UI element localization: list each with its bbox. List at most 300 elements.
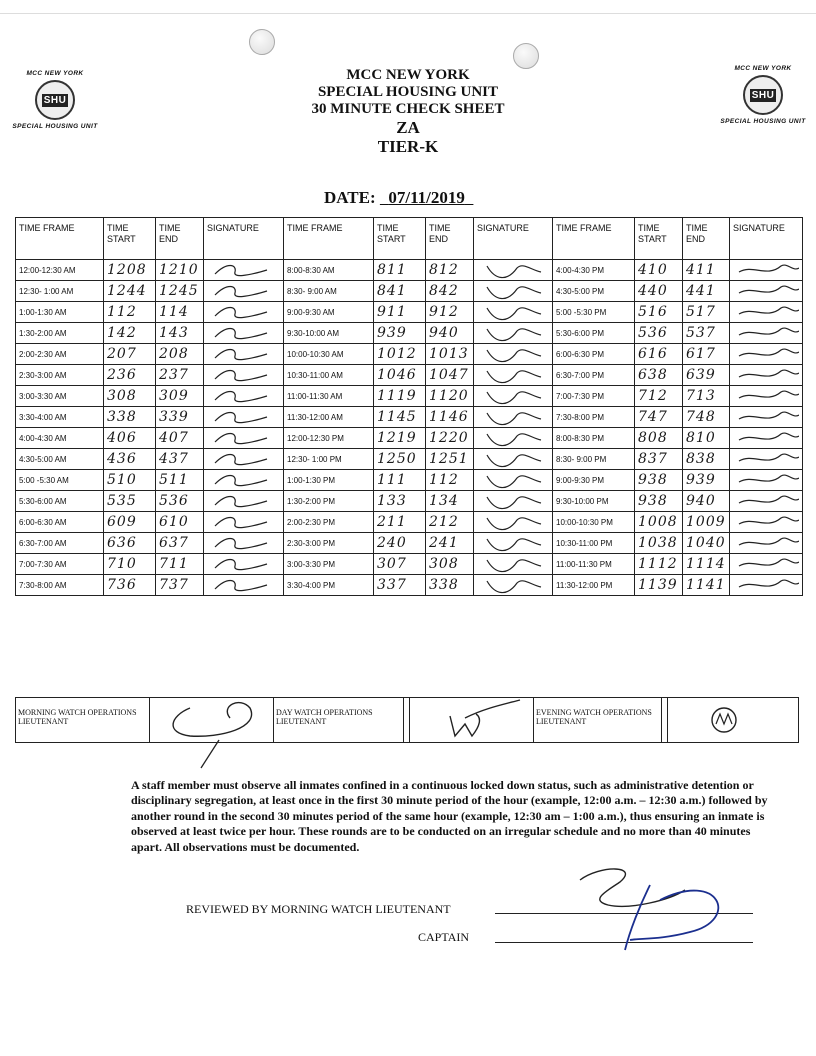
initials-signature-icon: [477, 344, 543, 364]
time-end-cell: 114: [156, 302, 204, 323]
initials-signature-icon: [207, 260, 273, 280]
time-frame-cell: 4:00-4:30 PM: [553, 260, 635, 281]
initials-signature-icon: [477, 407, 543, 427]
time-start-cell: 609: [104, 512, 156, 533]
time-frame-cell: 7:30-8:00 PM: [553, 407, 635, 428]
signature-cell: [730, 260, 803, 281]
initials-signature-icon: [207, 470, 273, 490]
time-frame-cell: 2:30-3:00 PM: [284, 533, 374, 554]
signature-cell: [474, 323, 553, 344]
table-row: [16, 323, 803, 344]
signature-cell: [730, 533, 803, 554]
time-end-cell: 939: [683, 470, 730, 491]
time-end-cell: 208: [156, 344, 204, 365]
time-end-cell: 711: [156, 554, 204, 575]
time-frame-cell: 10:00-10:30 AM: [284, 344, 374, 365]
signature-cell: [204, 470, 284, 491]
date-value: [380, 188, 474, 207]
table-row: [16, 575, 803, 596]
initials-signature-icon: [733, 533, 799, 553]
initials-signature-icon: [733, 260, 799, 280]
time-start-cell: 410: [635, 260, 683, 281]
signature-cell: [204, 344, 284, 365]
hole-punch-left: [249, 29, 275, 55]
initials-signature-icon: [477, 365, 543, 385]
header-line-3: 30 MINUTE CHECK SHEET: [311, 101, 505, 117]
time-end-cell: 1146: [426, 407, 474, 428]
seal-text: SHU: [751, 89, 775, 101]
time-end-cell: 511: [156, 470, 204, 491]
time-start-cell: 1208: [104, 260, 156, 281]
table-row: [16, 470, 803, 491]
table-row: [16, 302, 803, 323]
table-row: [16, 449, 803, 470]
time-frame-cell: 1:00-1:30 PM: [284, 470, 374, 491]
handwritten-signature-icon: [410, 698, 534, 742]
time-start-cell: 133: [374, 491, 426, 512]
captain-label: CAPTAIN: [418, 930, 470, 944]
column-header: TIME START: [635, 218, 683, 260]
time-end-cell: 1120: [426, 386, 474, 407]
time-start-cell: 1046: [374, 365, 426, 386]
time-frame-cell: 4:30-5:00 AM: [16, 449, 104, 470]
evening-watch-label: EVENING WATCH OPERATIONS LIEUTENANT: [534, 698, 662, 742]
column-header: TIME END: [156, 218, 204, 260]
time-end-cell: 134: [426, 491, 474, 512]
column-header: SIGNATURE: [204, 218, 284, 260]
time-end-cell: 838: [683, 449, 730, 470]
time-end-cell: 339: [156, 407, 204, 428]
initials-signature-icon: [477, 470, 543, 490]
shu-seal-icon: [35, 80, 75, 120]
initials-signature-icon: [207, 386, 273, 406]
initials-signature-icon: [733, 512, 799, 532]
time-frame-cell: 7:00-7:30 PM: [553, 386, 635, 407]
initials-signature-icon: [207, 323, 273, 343]
signature-cell: [730, 323, 803, 344]
time-start-cell: 712: [635, 386, 683, 407]
logo-top-text: MCC NEW YORK: [26, 70, 84, 77]
table-header-row: [16, 218, 803, 260]
time-end-cell: 1210: [156, 260, 204, 281]
time-frame-cell: 8:00-8:30 AM: [284, 260, 374, 281]
time-frame-cell: 9:30-10:00 PM: [553, 491, 635, 512]
table-row: [16, 512, 803, 533]
initials-signature-icon: [733, 428, 799, 448]
document-header: [258, 67, 558, 156]
time-start-cell: 1038: [635, 533, 683, 554]
time-start-cell: 938: [635, 491, 683, 512]
initials-signature-icon: [207, 407, 273, 427]
signature-cell: [204, 260, 284, 281]
initials-signature-icon: [733, 365, 799, 385]
initials-signature-icon: [207, 491, 273, 511]
signature-cell: [474, 260, 553, 281]
time-frame-cell: 3:00-3:30 PM: [284, 554, 374, 575]
signature-cell: [204, 302, 284, 323]
time-start-cell: 811: [374, 260, 426, 281]
time-end-cell: 309: [156, 386, 204, 407]
signature-cell: [730, 512, 803, 533]
time-end-cell: 912: [426, 302, 474, 323]
time-start-cell: 808: [635, 428, 683, 449]
column-header: TIME END: [683, 218, 730, 260]
time-end-cell: 1251: [426, 449, 474, 470]
signature-cell: [204, 281, 284, 302]
time-frame-cell: 5:30-6:00 PM: [553, 323, 635, 344]
table-row: [16, 386, 803, 407]
signature-cell: [474, 428, 553, 449]
time-frame-cell: 11:30-12:00 PM: [553, 575, 635, 596]
time-frame-cell: 11:00-11:30 AM: [284, 386, 374, 407]
time-frame-cell: 6:00-6:30 AM: [16, 512, 104, 533]
time-end-cell: 537: [683, 323, 730, 344]
day-watch-signature: [410, 698, 534, 742]
signature-cell: [474, 344, 553, 365]
time-start-cell: 337: [374, 575, 426, 596]
column-header: TIME FRAME: [16, 218, 104, 260]
time-start-cell: 1008: [635, 512, 683, 533]
time-frame-cell: 1:30-2:00 PM: [284, 491, 374, 512]
column-header: SIGNATURE: [730, 218, 803, 260]
column-header: TIME END: [426, 218, 474, 260]
signature-cell: [730, 281, 803, 302]
logo-right: [718, 65, 808, 125]
time-frame-cell: 10:30-11:00 PM: [553, 533, 635, 554]
time-start-cell: 1139: [635, 575, 683, 596]
table-row: [16, 260, 803, 281]
signature-cell: [730, 449, 803, 470]
shu-seal-icon: [743, 75, 783, 115]
time-frame-cell: 5:30-6:00 AM: [16, 491, 104, 512]
signature-cell: [204, 449, 284, 470]
day-watch-label: DAY WATCH OPERATIONS LIEUTENANT: [274, 698, 404, 742]
signature-cell: [204, 428, 284, 449]
time-start-cell: 240: [374, 533, 426, 554]
initials-signature-icon: [207, 344, 273, 364]
time-end-cell: 1114: [683, 554, 730, 575]
time-end-cell: 1009: [683, 512, 730, 533]
table-row: [16, 554, 803, 575]
time-frame-cell: 2:00-2:30 PM: [284, 512, 374, 533]
column-header: TIME FRAME: [284, 218, 374, 260]
time-start-cell: 1012: [374, 344, 426, 365]
signature-cell: [204, 491, 284, 512]
time-start-cell: 710: [104, 554, 156, 575]
time-frame-cell: 5:00 -5:30 PM: [553, 302, 635, 323]
initials-signature-icon: [733, 575, 799, 595]
time-end-cell: 338: [426, 575, 474, 596]
signature-cell: [204, 533, 284, 554]
logo-bottom-text: SPECIAL HOUSING UNIT: [12, 123, 98, 130]
reviewed-by-label: REVIEWED BY MORNING WATCH LIEUTENANT: [186, 902, 451, 916]
handwritten-signature-icon: [150, 698, 274, 742]
signature-cell: [730, 470, 803, 491]
watch-signature-block: [15, 697, 799, 743]
hole-punch-right: [513, 43, 539, 69]
time-frame-cell: 9:00-9:30 PM: [553, 470, 635, 491]
initials-signature-icon: [733, 386, 799, 406]
initials-signature-icon: [477, 323, 543, 343]
time-end-cell: 639: [683, 365, 730, 386]
morning-watch-signature: [150, 698, 274, 742]
time-end-cell: 407: [156, 428, 204, 449]
column-header: TIME START: [374, 218, 426, 260]
header-line-5: TIER-K: [377, 137, 439, 156]
time-end-cell: 517: [683, 302, 730, 323]
initials-signature-icon: [207, 302, 273, 322]
captain-signature: [560, 860, 740, 960]
initials-signature-icon: [733, 302, 799, 322]
time-frame-cell: 12:00-12:30 AM: [16, 260, 104, 281]
time-frame-cell: 7:30-8:00 AM: [16, 575, 104, 596]
signature-cell: [204, 512, 284, 533]
initials-signature-icon: [477, 449, 543, 469]
signature-cell: [730, 302, 803, 323]
signature-cell: [204, 407, 284, 428]
initials-signature-icon: [207, 575, 273, 595]
initials-signature-icon: [477, 491, 543, 511]
initials-signature-icon: [207, 281, 273, 301]
signature-cell: [730, 491, 803, 512]
time-end-cell: 812: [426, 260, 474, 281]
initials-signature-icon: [477, 281, 543, 301]
initials-signature-icon: [733, 281, 799, 301]
policy-paragraph: A staff member must observe all inmates confined in a continuous locked down status, such as administrative detention or disciplinary segregation, at least once in the first 30 minute period of the hour (example, 12:00 a.m. – 12:30 a.m.) followed by another round in the second 30 minutes period of the same hour (example, 12:30 am – 1:00 a.m.), thus ensuring an inmate is observed at least twice per hour. These rounds are to be conducted on an irregular schedule and no more than 40 minutes apart. All observations must be documented.: [131, 778, 768, 854]
signature-cell: [204, 365, 284, 386]
time-start-cell: 142: [104, 323, 156, 344]
signature-cell: [474, 575, 553, 596]
signature-cell: [474, 512, 553, 533]
time-frame-cell: 6:30-7:00 AM: [16, 533, 104, 554]
time-start-cell: 837: [635, 449, 683, 470]
logo-bottom-text: SPECIAL HOUSING UNIT: [720, 118, 806, 125]
time-frame-cell: 2:00-2:30 AM: [16, 344, 104, 365]
time-start-cell: 112: [104, 302, 156, 323]
time-start-cell: 1219: [374, 428, 426, 449]
date-line: [324, 188, 473, 208]
time-frame-cell: 5:00 -5:30 AM: [16, 470, 104, 491]
time-start-cell: 338: [104, 407, 156, 428]
initials-signature-icon: [477, 575, 543, 595]
time-frame-cell: 8:00-8:30 PM: [553, 428, 635, 449]
signature-cell: [204, 323, 284, 344]
initials-signature-icon: [477, 386, 543, 406]
signature-cell: [474, 491, 553, 512]
time-frame-cell: 2:30-3:00 AM: [16, 365, 104, 386]
time-start-cell: 1250: [374, 449, 426, 470]
signature-cell: [204, 386, 284, 407]
table-row: [16, 365, 803, 386]
signature-cell: [730, 365, 803, 386]
time-start-cell: 938: [635, 470, 683, 491]
time-end-cell: 1013: [426, 344, 474, 365]
initials-signature-icon: [207, 533, 273, 553]
time-frame-cell: 9:30-10:00 AM: [284, 323, 374, 344]
time-start-cell: 440: [635, 281, 683, 302]
time-frame-cell: 7:00-7:30 AM: [16, 554, 104, 575]
time-start-cell: 636: [104, 533, 156, 554]
time-frame-cell: 4:30-5:00 PM: [553, 281, 635, 302]
time-end-cell: 1220: [426, 428, 474, 449]
table-row: [16, 428, 803, 449]
signature-cell: [474, 449, 553, 470]
time-end-cell: 536: [156, 491, 204, 512]
date-label: DATE:: [324, 188, 376, 207]
time-frame-cell: 6:30-7:00 PM: [553, 365, 635, 386]
time-end-cell: 112: [426, 470, 474, 491]
initials-signature-icon: [733, 554, 799, 574]
time-start-cell: 236: [104, 365, 156, 386]
initials-signature-icon: [207, 428, 273, 448]
time-frame-cell: 8:30- 9:00 PM: [553, 449, 635, 470]
signature-cell: [730, 554, 803, 575]
time-end-cell: 1040: [683, 533, 730, 554]
initials-signature-icon: [733, 470, 799, 490]
signature-cell: [474, 302, 553, 323]
column-header: TIME FRAME: [553, 218, 635, 260]
table-row: [16, 344, 803, 365]
time-frame-cell: 8:30- 9:00 AM: [284, 281, 374, 302]
time-frame-cell: 10:00-10:30 PM: [553, 512, 635, 533]
header-line-4: ZA: [396, 118, 420, 137]
initials-signature-icon: [207, 554, 273, 574]
time-start-cell: 1244: [104, 281, 156, 302]
time-end-cell: 411: [683, 260, 730, 281]
time-frame-cell: 12:30- 1:00 PM: [284, 449, 374, 470]
date-text: 07/11/2019: [388, 188, 465, 207]
time-start-cell: 616: [635, 344, 683, 365]
time-end-cell: 237: [156, 365, 204, 386]
header-line-2: SPECIAL HOUSING UNIT: [317, 84, 499, 100]
table-row: [16, 491, 803, 512]
time-end-cell: 842: [426, 281, 474, 302]
time-frame-cell: 12:30- 1:00 AM: [16, 281, 104, 302]
top-edge-line: [0, 13, 816, 14]
morning-watch-label: MORNING WATCH OPERATIONS LIEUTENANT: [16, 698, 150, 742]
evening-watch-signature: [668, 698, 798, 742]
time-end-cell: 940: [683, 491, 730, 512]
time-start-cell: 747: [635, 407, 683, 428]
time-frame-cell: 11:00-11:30 PM: [553, 554, 635, 575]
logo-left: [10, 70, 100, 130]
initials-signature-icon: [207, 512, 273, 532]
time-start-cell: 535: [104, 491, 156, 512]
initials-signature-icon: [477, 428, 543, 448]
time-end-cell: 617: [683, 344, 730, 365]
handwritten-signature-icon: [668, 698, 798, 742]
time-start-cell: 939: [374, 323, 426, 344]
time-frame-cell: 3:30-4:00 AM: [16, 407, 104, 428]
time-start-cell: 516: [635, 302, 683, 323]
time-start-cell: 1112: [635, 554, 683, 575]
initials-signature-icon: [477, 554, 543, 574]
time-frame-cell: 3:30-4:00 PM: [284, 575, 374, 596]
column-header: SIGNATURE: [474, 218, 553, 260]
time-start-cell: 307: [374, 554, 426, 575]
time-end-cell: 810: [683, 428, 730, 449]
time-end-cell: 437: [156, 449, 204, 470]
signature-cell: [730, 407, 803, 428]
time-start-cell: 436: [104, 449, 156, 470]
time-start-cell: 736: [104, 575, 156, 596]
time-frame-cell: 12:00-12:30 PM: [284, 428, 374, 449]
time-end-cell: 610: [156, 512, 204, 533]
time-end-cell: 308: [426, 554, 474, 575]
signature-cell: [204, 554, 284, 575]
table-row: [16, 281, 803, 302]
initials-signature-icon: [477, 512, 543, 532]
initials-signature-icon: [733, 449, 799, 469]
time-start-cell: 1145: [374, 407, 426, 428]
time-start-cell: 510: [104, 470, 156, 491]
time-frame-cell: 3:00-3:30 AM: [16, 386, 104, 407]
initials-signature-icon: [477, 533, 543, 553]
time-frame-cell: 1:00-1:30 AM: [16, 302, 104, 323]
time-start-cell: 911: [374, 302, 426, 323]
time-frame-cell: 11:30-12:00 AM: [284, 407, 374, 428]
time-end-cell: 441: [683, 281, 730, 302]
time-frame-cell: 4:00-4:30 AM: [16, 428, 104, 449]
signature-cell: [730, 386, 803, 407]
initials-signature-icon: [733, 344, 799, 364]
initials-signature-icon: [733, 491, 799, 511]
table-row: [16, 533, 803, 554]
time-start-cell: 211: [374, 512, 426, 533]
time-end-cell: 1141: [683, 575, 730, 596]
initials-signature-icon: [207, 365, 273, 385]
time-frame-cell: 1:30-2:00 AM: [16, 323, 104, 344]
signature-cell: [730, 428, 803, 449]
signature-cell: [474, 533, 553, 554]
initials-signature-icon: [733, 407, 799, 427]
time-end-cell: 1245: [156, 281, 204, 302]
time-start-cell: 406: [104, 428, 156, 449]
signature-cell: [474, 407, 553, 428]
signature-cell: [474, 386, 553, 407]
table-row: [16, 407, 803, 428]
time-end-cell: 940: [426, 323, 474, 344]
signature-cell: [730, 575, 803, 596]
check-log-table: [15, 217, 803, 596]
time-end-cell: 143: [156, 323, 204, 344]
initials-signature-icon: [477, 302, 543, 322]
time-end-cell: 737: [156, 575, 204, 596]
time-end-cell: 748: [683, 407, 730, 428]
time-start-cell: 536: [635, 323, 683, 344]
time-end-cell: 637: [156, 533, 204, 554]
column-header: TIME START: [104, 218, 156, 260]
time-frame-cell: 6:00-6:30 PM: [553, 344, 635, 365]
time-frame-cell: 9:00-9:30 AM: [284, 302, 374, 323]
pen-stroke-mark: [195, 738, 225, 770]
initials-signature-icon: [207, 449, 273, 469]
signature-cell: [474, 554, 553, 575]
time-start-cell: 841: [374, 281, 426, 302]
time-end-cell: 212: [426, 512, 474, 533]
time-end-cell: 713: [683, 386, 730, 407]
time-end-cell: 1047: [426, 365, 474, 386]
signature-cell: [204, 575, 284, 596]
time-start-cell: 207: [104, 344, 156, 365]
signature-cell: [730, 344, 803, 365]
time-start-cell: 638: [635, 365, 683, 386]
time-end-cell: 241: [426, 533, 474, 554]
time-frame-cell: 10:30-11:00 AM: [284, 365, 374, 386]
time-start-cell: 308: [104, 386, 156, 407]
seal-text: SHU: [43, 94, 67, 106]
signature-cell: [474, 365, 553, 386]
